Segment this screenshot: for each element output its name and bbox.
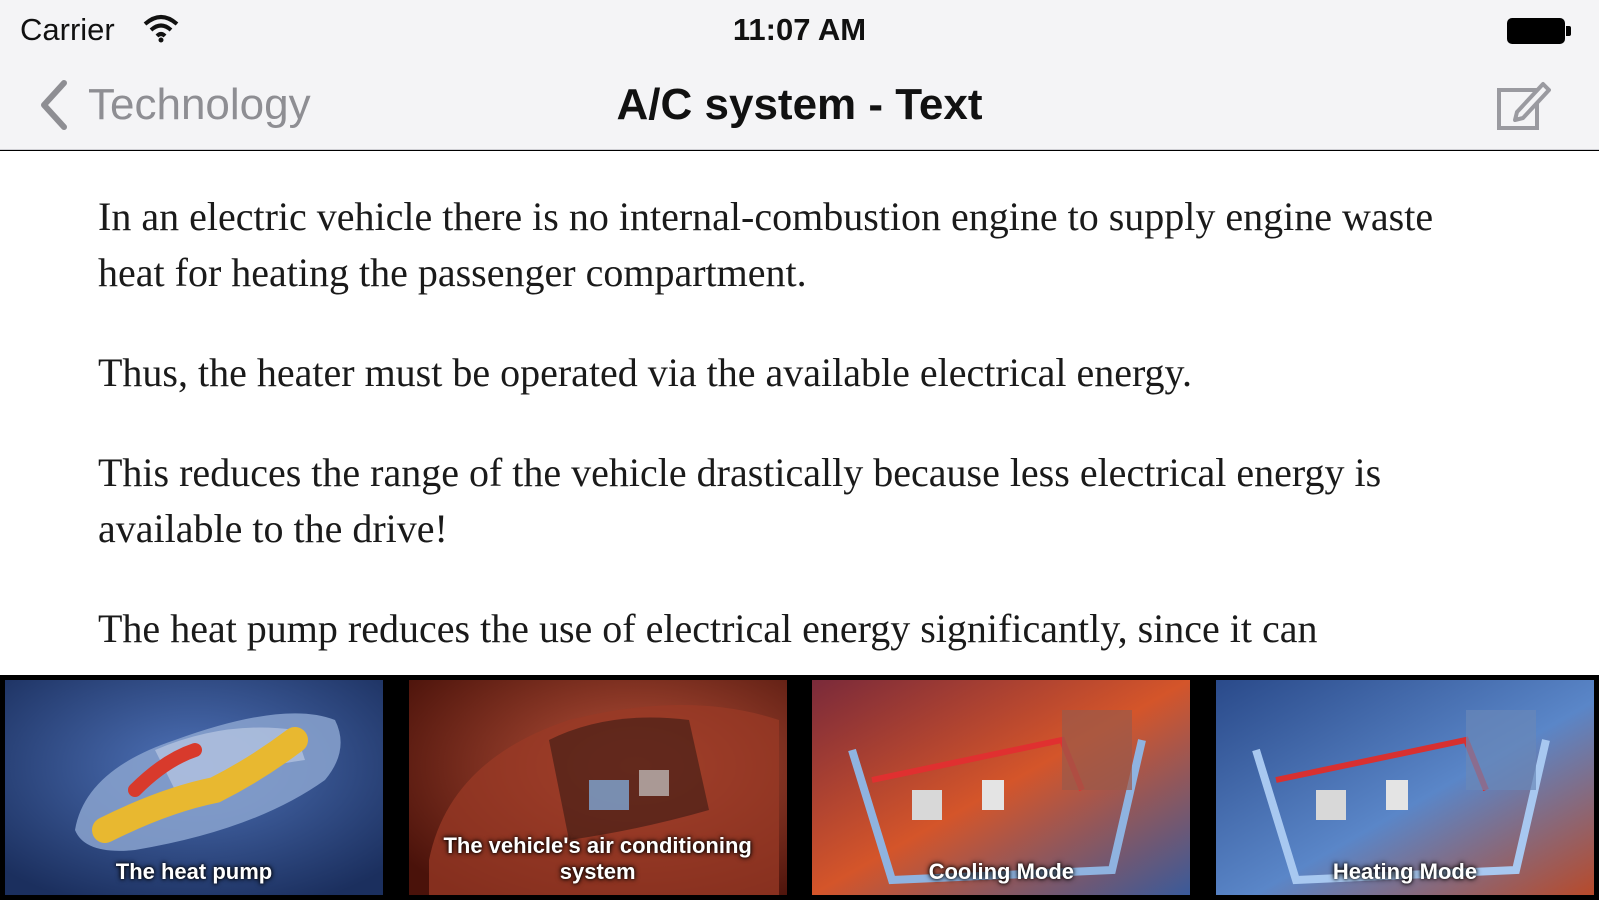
carrier-label: Carrier xyxy=(20,12,115,47)
page-title: A/C system - Text xyxy=(616,80,983,129)
paragraph: This reduces the range of the vehicle drastically because less electrical energy is available to the drive! xyxy=(98,450,1382,551)
edit-icon[interactable] xyxy=(1493,76,1551,134)
paragraph: In an electric vehicle there is no internal-combustion engine to supply engine waste heat for heating the passenger compartment. xyxy=(98,194,1434,295)
thumbnail-cooling-mode[interactable] xyxy=(812,680,1190,895)
battery-icon xyxy=(1507,16,1571,46)
thumbnail-caption: The vehicle's air conditioning system xyxy=(443,833,752,884)
thumbnail-heat-pump[interactable] xyxy=(5,680,383,895)
paragraph: The heat pump reduces the use of electrical energy significantly, since it can xyxy=(98,606,1318,651)
video-thumbnail-strip xyxy=(0,675,1599,900)
thumbnail-caption: Cooling Mode xyxy=(928,859,1075,884)
navigation-bar xyxy=(0,62,1599,150)
thumbnail-air-conditioning-system[interactable] xyxy=(409,680,787,895)
thumbnail-heating-mode[interactable] xyxy=(1216,680,1594,895)
clock: 11:07 AM xyxy=(732,12,867,47)
article-text[interactable] xyxy=(0,151,1599,675)
status-bar xyxy=(0,0,1599,62)
back-label: Technology xyxy=(88,80,311,129)
thumbnail-caption: The heat pump xyxy=(115,859,273,884)
paragraph: Thus, the heater must be operated via the available electrical energy. xyxy=(98,350,1192,395)
thumbnail-caption: Heating Mode xyxy=(1332,859,1478,884)
